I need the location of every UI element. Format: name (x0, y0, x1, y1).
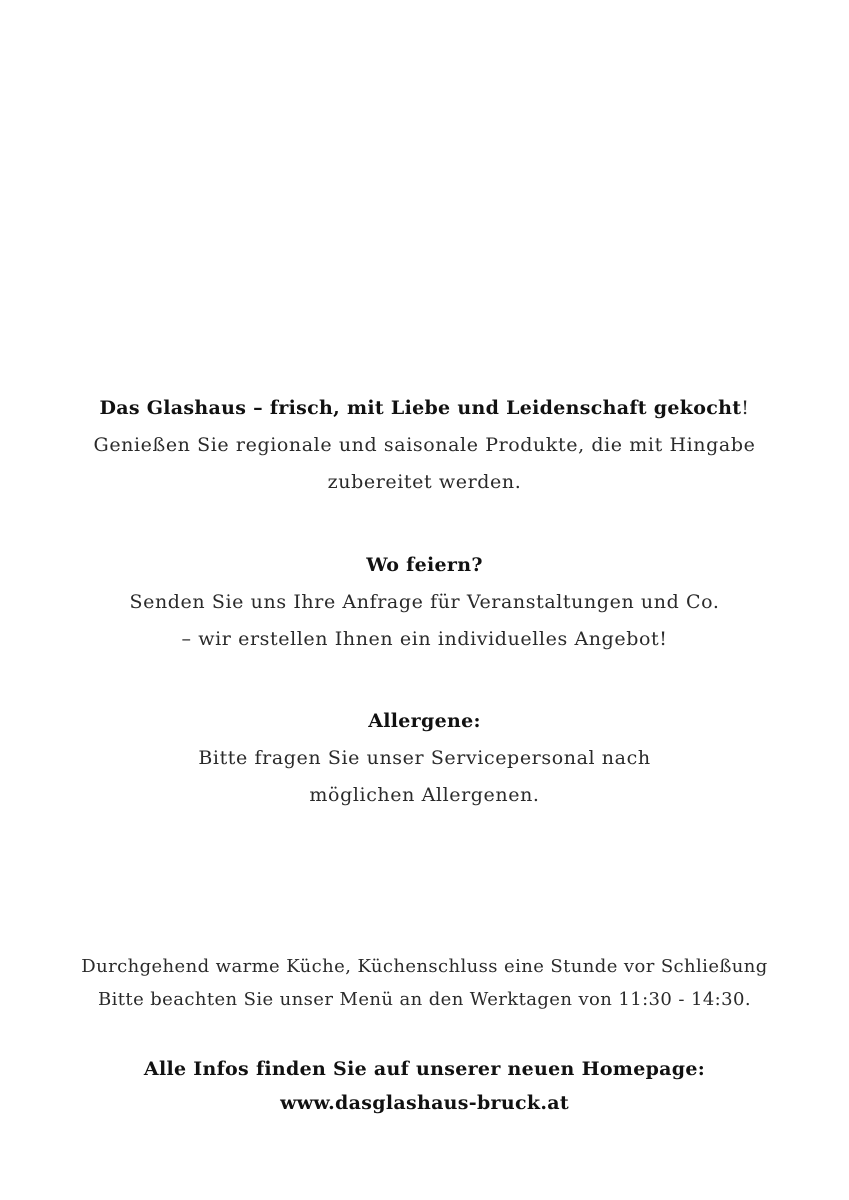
allergens-heading: Allergene: (368, 710, 481, 732)
kitchen-hours-line-2: Bitte beachten Sie unser Menü an den Werktagen von 11:30 - 14:30. (98, 989, 751, 1010)
allergens-section (0, 703, 849, 814)
homepage-section (0, 1052, 849, 1120)
intro-headline (0, 390, 849, 427)
events-section (0, 547, 849, 658)
events-heading: Wo feiern? (366, 554, 483, 576)
kitchen-hours-line-1: Durchgehend warme Küche, Küchenschluss eine Stunde vor Schließung (81, 956, 768, 977)
events-text-line-1: Senden Sie uns Ihre Anfrage für Veranstaltungen und Co. (129, 591, 720, 613)
intro-headline-end: ! (741, 397, 750, 419)
homepage-url: www.dasglashaus-bruck.at (280, 1092, 569, 1114)
intro-section (0, 390, 849, 501)
intro-headline-bold: Das Glashaus – frisch, mit Liebe und Leidenschaft gekocht (99, 397, 742, 419)
kitchen-hours-section (0, 950, 849, 1016)
allergens-text-line-2: möglichen Allergenen. (309, 784, 540, 806)
events-text-line-2: – wir erstellen Ihnen ein individuelles Angebot! (181, 628, 668, 650)
homepage-heading: Alle Infos finden Sie auf unserer neuen Homepage: (143, 1058, 706, 1080)
allergens-text-line-1: Bitte fragen Sie unser Servicepersonal nach (198, 747, 651, 769)
intro-text-line-1: Genießen Sie regionale und saisonale Produkte, die mit Hingabe (93, 434, 756, 456)
intro-text-line-2: zubereitet werden. (327, 471, 522, 493)
